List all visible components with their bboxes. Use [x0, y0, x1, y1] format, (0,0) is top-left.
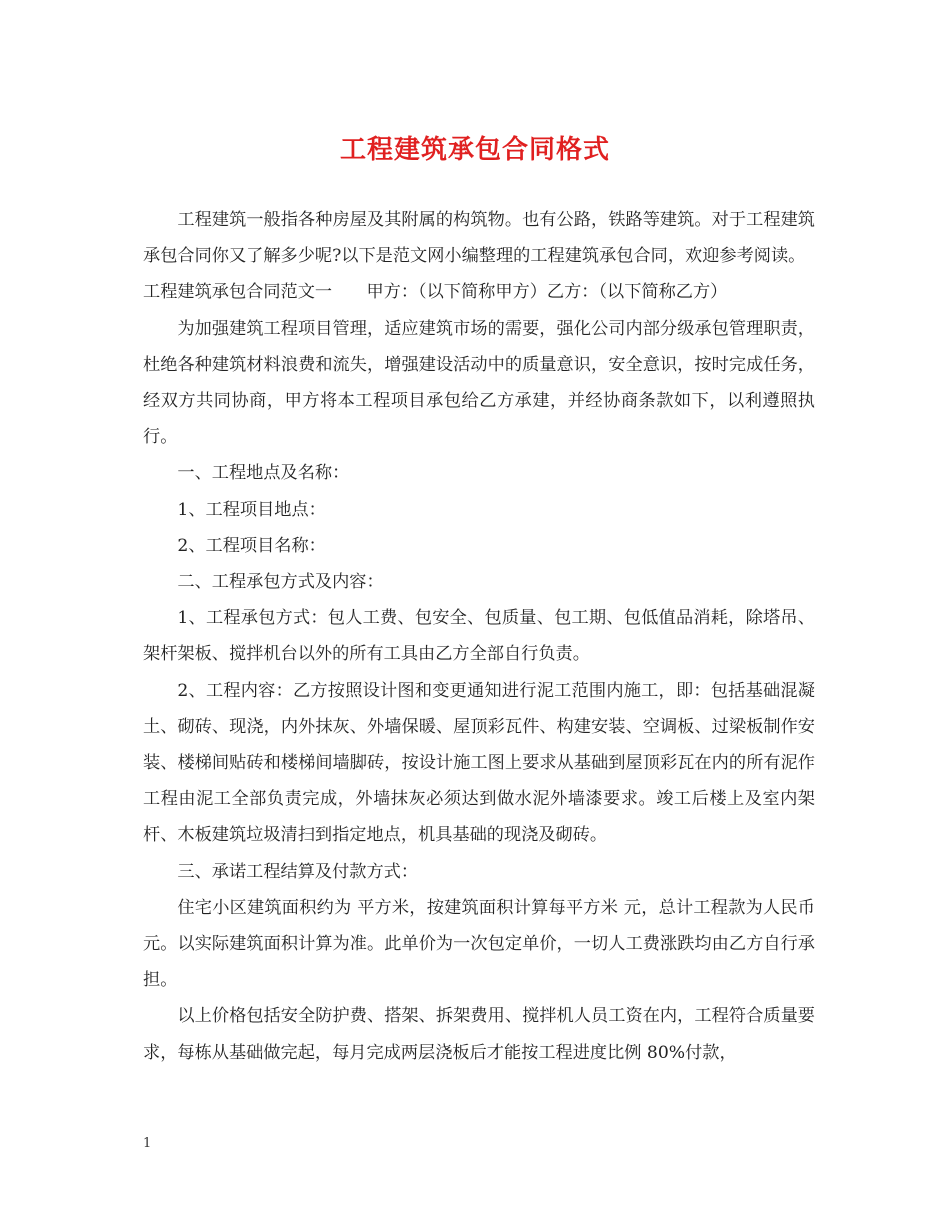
- section-heading: 一、工程地点及名称：: [177, 463, 350, 484]
- list-item: 1、工程承包方式：包人工费、包安全、包质量、包工期、包低值品消耗，除塔吊、架杆架板、搅拌机台以外的所有工具由乙方全部自行负责。: [143, 608, 815, 665]
- document-body: [143, 202, 815, 1071]
- paragraph: 以上价格包括安全防护费、搭架、拆架费用、搅拌机人员工资在内，工程符合质量要求，每栋从基础做完起，每月完成两层浇板后才能按工程进度比例 80%付款，: [143, 1006, 815, 1063]
- paragraph: 工程建筑承包合同范文一 甲方：（以下简称甲方）乙方：（以下简称乙方）: [143, 282, 728, 303]
- list-item: 1、工程项目地点：: [177, 499, 326, 520]
- paragraph: 住宅小区建筑面积约为 平方米，按建筑面积计算每平方米 元，总计工程款为人民币 元。以实际建筑面积计算为准。此单价为一次包定单价，一切人工费涨跌均由乙方自行承担。: [143, 897, 815, 991]
- document-title: 工程建筑承包合同格式: [339, 135, 610, 165]
- paragraph: 为加强建筑工程项目管理，适应建筑市场的需要，强化公司内部分级承包管理职责，杜绝各种建筑材料浪费和流失，增强建设活动中的质量意识，安全意识，按时完成任务，经双方共同协商，甲方将本工程项目承包给乙方承建，并经协商条款如下，以利遵照执行。: [143, 318, 815, 448]
- section-heading: 二、工程承包方式及内容：: [177, 572, 384, 593]
- list-item: 2、工程内容：乙方按照设计图和变更通知进行泥工范围内施工，即：包括基础混凝土、砌砖、现浇，内外抹灰、外墙保暖、屋顶彩瓦件、构建安装、空调板、过梁板制作安装、楼梯间贴砖和楼梯间墙脚砖，按设计施工图上要求从基础到屋顶彩瓦在内的所有泥作工程由泥工全部负责完成，外墙抹灰必须达到做水泥外墙漆要求。竣工后楼上及室内架杆、木板建筑垃圾清扫到指定地点，机具基础的现浇及砌砖。: [143, 680, 815, 846]
- section-heading: 三、承诺工程结算及付款方式：: [177, 861, 419, 882]
- list-item: 2、工程项目名称：: [177, 535, 326, 556]
- paragraph: 工程建筑一般指各种房屋及其附属的构筑物。也有公路，铁路等建筑。对于工程建筑承包合同你又了解多少呢?以下是范文网小编整理的工程建筑承包合同，欢迎参考阅读。: [143, 210, 815, 267]
- page-number: 1: [143, 1136, 152, 1151]
